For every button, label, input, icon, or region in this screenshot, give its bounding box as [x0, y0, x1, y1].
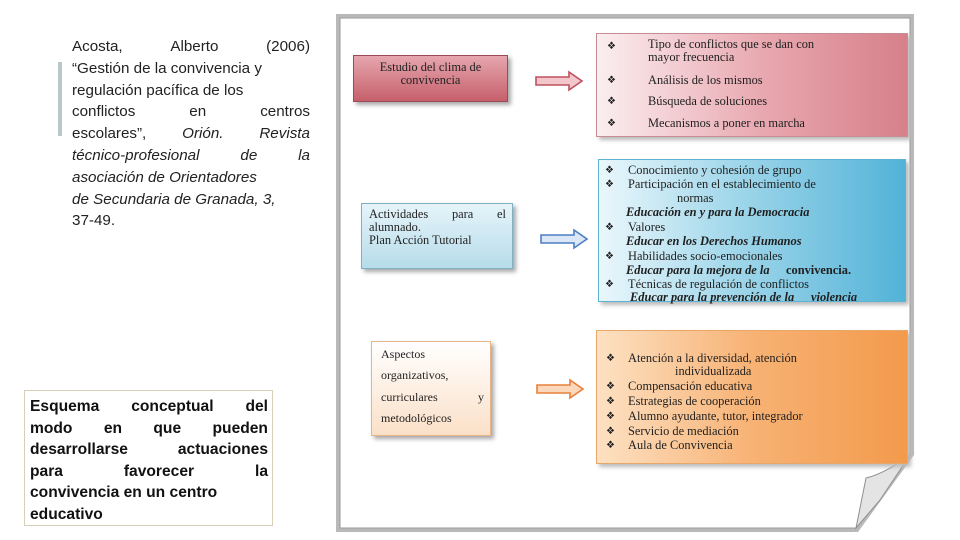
citation-journal: asociación de Orientadores [72, 168, 257, 186]
list-item: Técnicas de regulación de conflictos [628, 277, 809, 291]
box-label: Plan Acción Tutorial [369, 233, 472, 248]
list-subheading: violencia [811, 290, 858, 304]
bullet-icon: ❖ [606, 353, 615, 364]
list-item: Mecanismos a poner en marcha [648, 116, 805, 130]
bullet-icon: ❖ [606, 411, 615, 422]
box-word: para [451, 207, 474, 221]
bullet-icon: ❖ [605, 179, 614, 190]
list-item: individualizada [675, 364, 752, 378]
box-label: Aspectos [381, 347, 425, 361]
tutorial-actions-box [598, 159, 906, 302]
list-item: Compensación educativa [628, 379, 753, 393]
list-item: Estrategias de cooperación [628, 394, 761, 408]
caption-word: del [245, 398, 268, 415]
list-subheading: Educación en y para la Democracia [626, 205, 810, 219]
list-item: Alumno ayudante, tutor, integrador [628, 409, 803, 423]
bullet-icon: ❖ [605, 279, 614, 290]
orange-arrow-icon [536, 378, 586, 400]
box-word: el [497, 207, 506, 221]
citation-word: centros [260, 103, 310, 121]
list-subheading: Educar para la mejora de la [626, 263, 770, 277]
citation-word: escolares”, [72, 125, 147, 143]
citation-word: conflictos [72, 103, 136, 121]
bullet-icon: ❖ [607, 41, 616, 52]
citation-journal: de Secundaria de Granada, 3, [72, 190, 276, 208]
list-item: mayor frecuencia [648, 50, 735, 64]
caption-word: en [103, 419, 123, 437]
organizational-aspects-box [371, 341, 491, 436]
bullet-icon: ❖ [607, 75, 616, 86]
citation-word: (2006) [266, 38, 310, 55]
caption-word: pueden [212, 419, 268, 437]
citation-word: Alberto [170, 38, 219, 55]
list-item: Valores [628, 220, 666, 234]
box-label: organizativos, [381, 368, 449, 383]
bullet-icon: ❖ [606, 426, 615, 437]
bullet-icon: ❖ [607, 118, 616, 129]
list-subheading: Educar en los Derechos Humanos [626, 234, 802, 248]
red-arrow-icon [535, 70, 585, 92]
caption-word: desarrollarse [30, 441, 128, 459]
list-item: Servicio de mediación [628, 424, 739, 438]
box-label: alumnado. [369, 220, 421, 235]
caption-word: favorecer [123, 462, 195, 480]
blue-arrow-icon [540, 228, 590, 250]
bullet-icon: ❖ [606, 440, 615, 451]
box-label: Estudio del clima de [379, 60, 482, 74]
caption-word: modo [30, 419, 73, 437]
list-item: Tipo de conflictos que se dan con [648, 37, 815, 51]
bullet-icon: ❖ [607, 96, 616, 107]
student-activities-box [361, 203, 513, 269]
citation-journal: técnico-profesional [72, 146, 200, 164]
citation-journal: la [298, 146, 310, 164]
citation-journal: Orión. [182, 125, 224, 143]
caption-word: conceptual [131, 398, 214, 415]
list-item: Conocimiento y cohesión de grupo [628, 163, 802, 177]
citation-line: regulación pacífica de los [72, 81, 244, 99]
list-item: Búsqueda de soluciones [648, 94, 768, 108]
box-word: curriculares [381, 389, 438, 404]
list-item: Atención a la diversidad, atención [628, 351, 797, 365]
list-item: Participación en el establecimiento de [628, 177, 816, 191]
bullet-icon: ❖ [606, 396, 615, 407]
bullet-icon: ❖ [605, 165, 614, 176]
bullet-icon: ❖ [606, 381, 615, 392]
caption-word: para [30, 462, 63, 480]
citation-line: “Gestión de la convivencia y [72, 59, 262, 77]
citation-word: en [189, 103, 207, 121]
box-label: metodológicos [381, 411, 452, 426]
citation-word: Acosta, [72, 38, 123, 55]
list-item: normas [677, 191, 714, 205]
list-item: Análisis de los mismos [648, 73, 763, 87]
box-word: Actividades [369, 207, 429, 221]
citation-journal: Revista [259, 125, 310, 143]
list-subheading: convivencia. [786, 263, 852, 277]
list-item: Habilidades socio-emocionales [628, 249, 783, 263]
caption-word: que [153, 419, 182, 437]
caption-line: convivencia en un centro [30, 484, 218, 502]
caption-line: educativo [30, 505, 103, 523]
study-climate-box [353, 55, 508, 102]
caption-word: Esquema [30, 398, 100, 415]
box-line [381, 387, 484, 408]
caption-word: actuaciones [177, 441, 268, 459]
box-label: convivencia [400, 73, 461, 87]
list-subheading: Educar para la prevención de la [630, 290, 795, 304]
bullet-icon: ❖ [605, 222, 614, 233]
bullet-icon: ❖ [605, 251, 614, 262]
box-word: y [478, 389, 484, 404]
citation-line: 37-49. [72, 212, 116, 230]
caption-word: la [254, 462, 268, 480]
organizational-measures-box [596, 330, 908, 464]
citation-journal: de [240, 146, 258, 164]
conflict-analysis-box [596, 33, 908, 137]
list-item: Aula de Convivencia [628, 438, 733, 452]
